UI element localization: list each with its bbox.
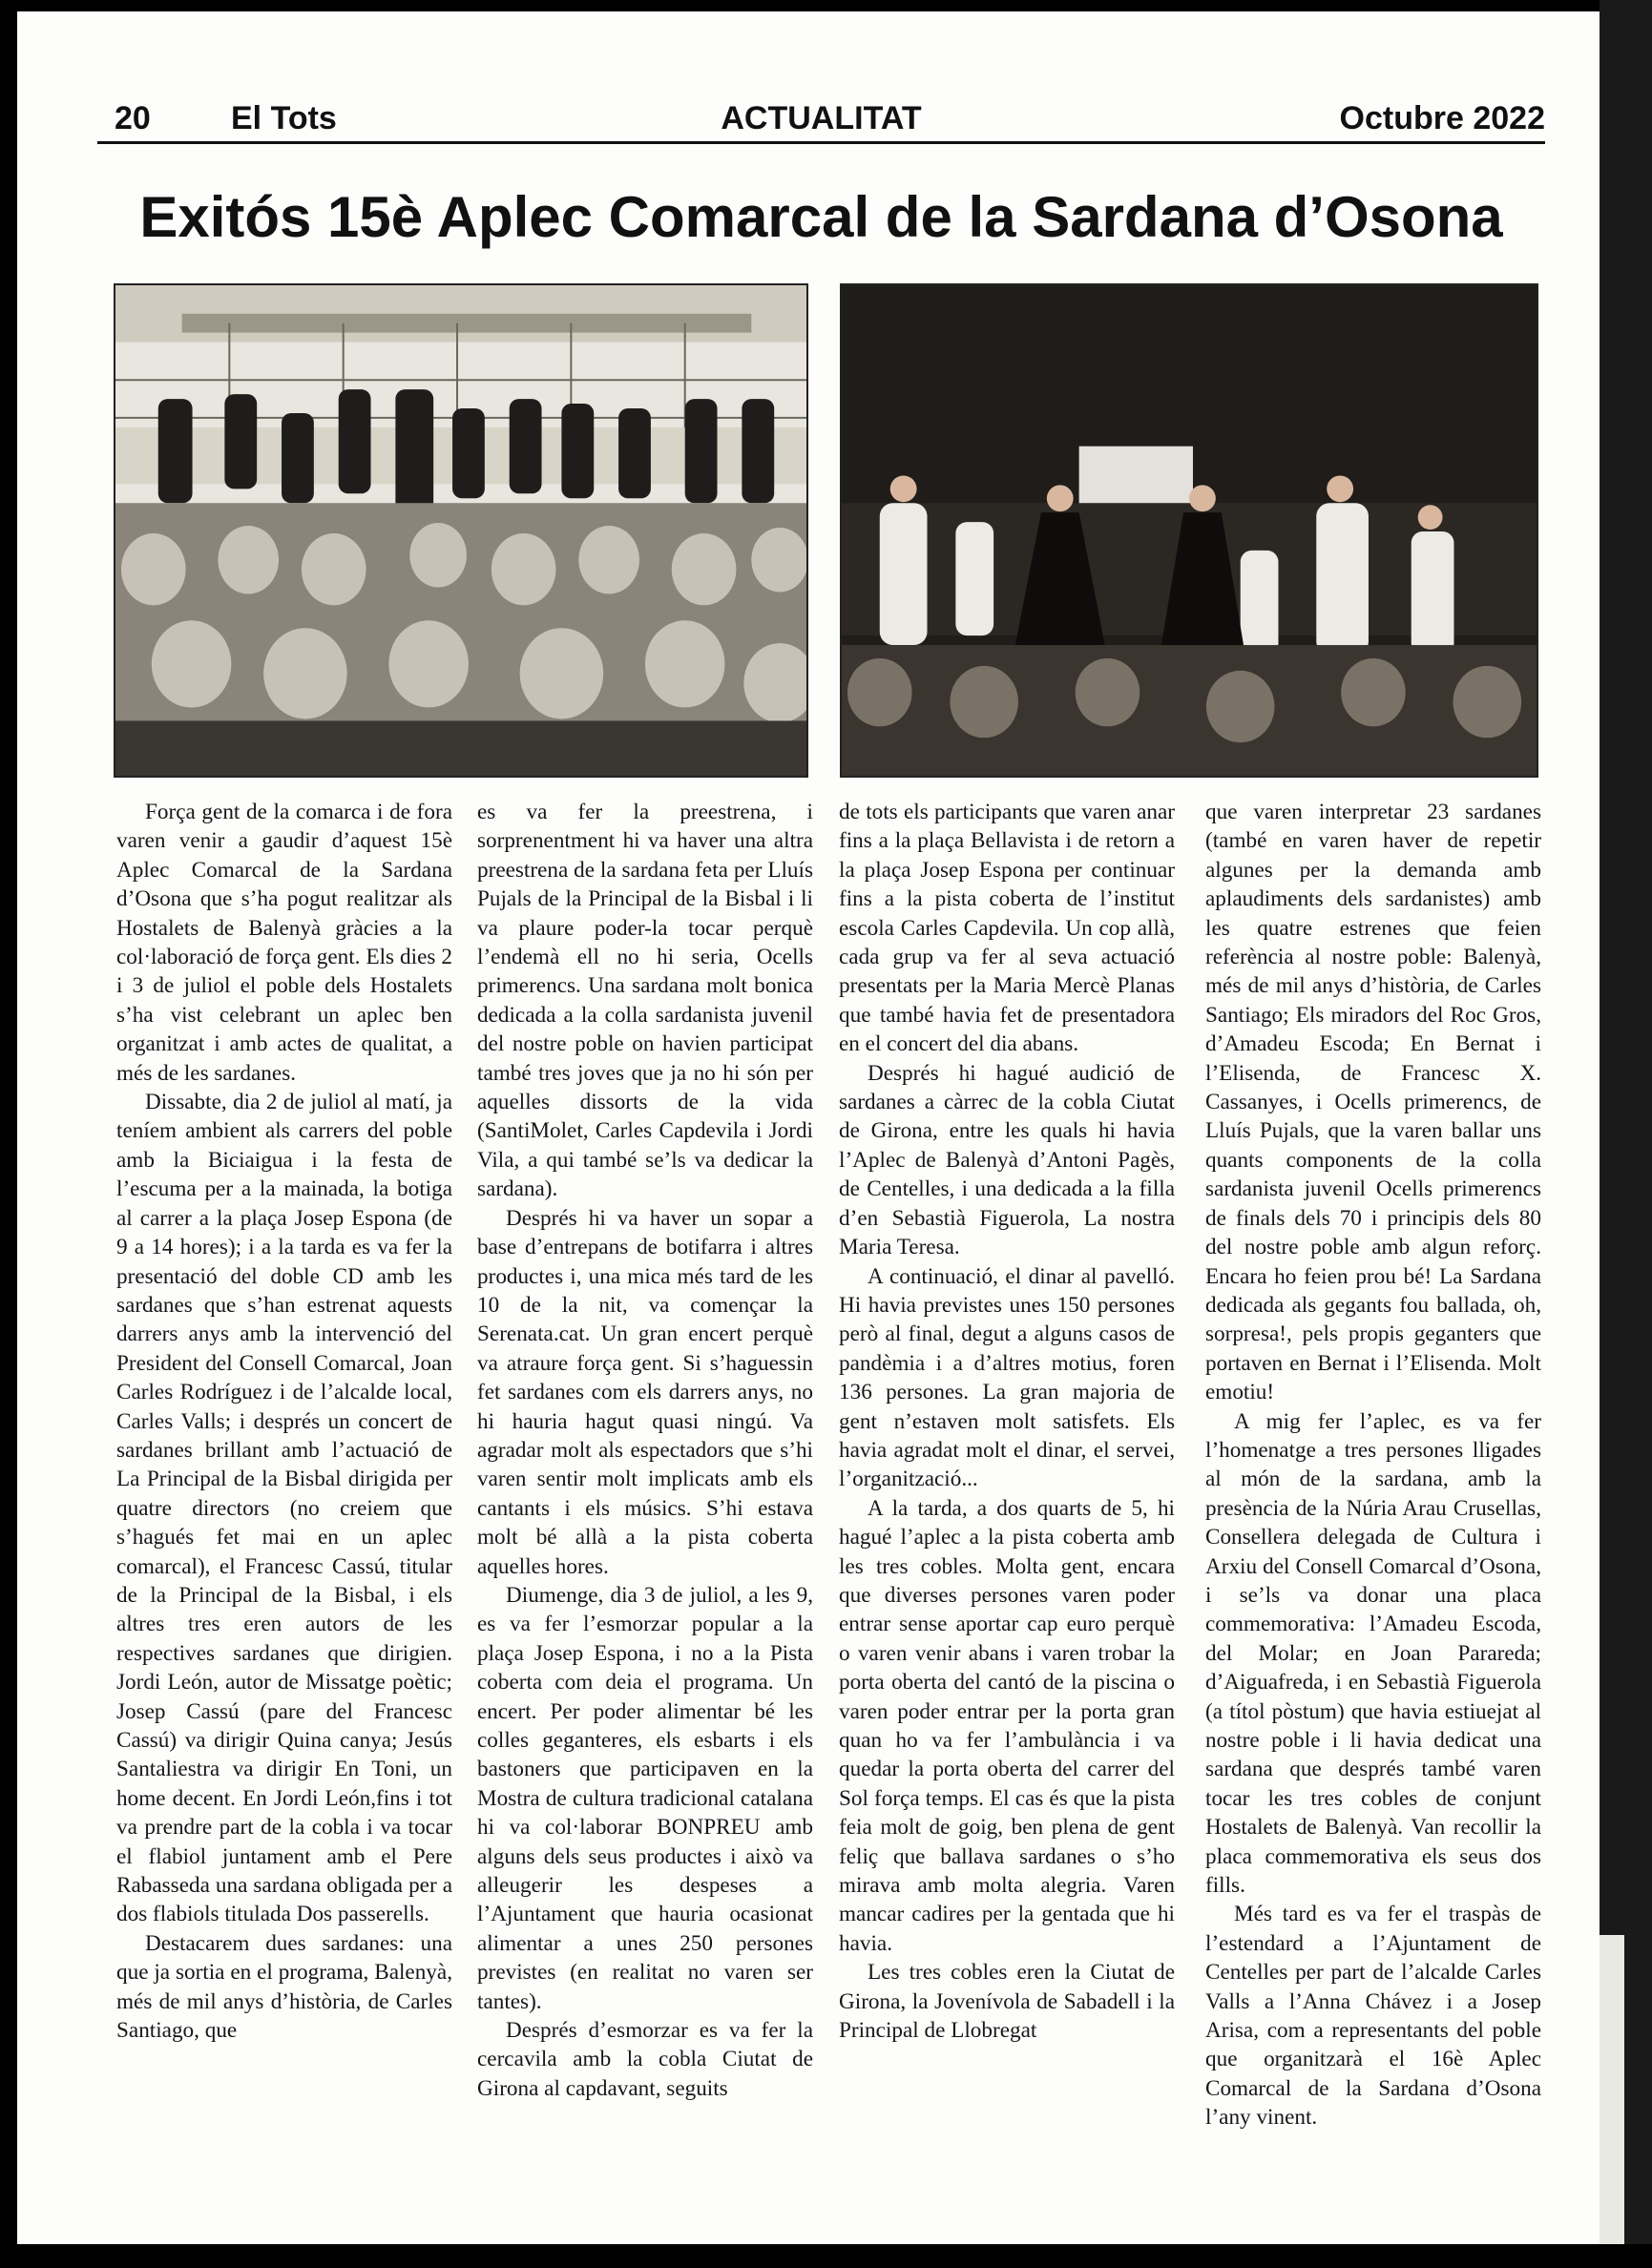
- paragraph: Força gent de la comarca i de fora varen venir a gaudir d’aquest 15è Aplec Comarcal de la Sardana d’Osona que s’ha pogut realitzar als Hostalets de Balenyà gràcies a la col·laboració de força gent. Els dies 2 i 3 de juliol el poble dels Hostalets s’ha vist celebrant un aplec ben organitzat i amb actes de qualitat, a més de les sardanes.: [116, 800, 452, 1086]
- scan-border-bottom: [0, 2244, 1652, 2268]
- paragraph: Dissabte, dia 2 de juliol al matí, ja teníem ambient als carrers del poble amb la Biciaigua i la festa de l’escuma per a la mainada, la botiga al carrer a la plaça Josep Espona (de 9 a 14 hores); i a la tarda es va fer la presentació del doble CD amb les sardanes que s’han estrenat aquests darrers anys amb la intervenció del President del Consell Comarcal, Joan Carles Rodríguez i de l’alcalde local, Carles Valls; i després un concert de sardanes brillant amb l’actuació de La Principal de la Bisbal dirigida per quatre directors (no creiem que s’hagués fet mai en un aplec comarcal), el Francesc Cassú, titular de la Principal de la Bisbal, i els altres tres eren autors de les respectives sardanes que dirigien. Jordi León, autor de Missatge poètic; Josep Cassú (pare del Francesc Cassú) va dirigir Quina canya; Jesús Santaliestra va dirigir En Toni, un home decent. En Jordi León,fins i tot va prendre part de la cobla i va tocar el flabiol juntament amb el Pere Rabasseda una sardana obligada per a dos flabiols titulada Dos passerells.: [116, 1090, 452, 1927]
- article-column-3: [839, 798, 1175, 2045]
- paragraph: A continuació, el dinar al pavelló. Hi havia previstes unes 150 persones però al final, degut a alguns casos de pandèmia i a d’altres motius, foren 136 persones. La gran majoria de gent n’estaven molt satisfets. Els havia agradat molt el dinar, el servei, l’organització...: [839, 1263, 1175, 1492]
- paragraph: Després hi hagué audició de sardanes a càrrec de la cobla Ciutat de Girona, entre les quals hi havia l’Aplec de Balenyà d’Antoni Pagès, de Centelles, i una dedicada a la filla d’en Sebastià Figuerola, La nostra Maria Teresa.: [839, 1060, 1175, 1260]
- paragraph: Les tres cobles eren la Ciutat de Girona, la Jovenívola de Sabadell i la Principal de Llobregat: [839, 1960, 1175, 2044]
- paragraph: de tots els participants que varen anar fins a la plaça Bellavista i de retorn a la plaça Josep Espona per continuar fins a la pista coberta de l’institut escola Carles Capdevila. Un cop allà, cada grup va fer al seva actuació presentats per la Maria Mercè Planas que també havia fet de presentadora en el concert del dia abans.: [839, 800, 1175, 1057]
- scan-border-right: [1600, 0, 1652, 2268]
- article-body: [116, 798, 1544, 2229]
- paragraph: A mig fer l’aplec, es va fer l’homenatge a tres persones lligades al món de la sardana, amb la presència de la Núria Arau Crusellas, Consellera delegada de Cultura i Arxiu del Consell Comarcal d’Osona, i se’ls va donar una placa commemorativa: l’Amadeu Escoda, del Molar; en Joan Parareda; d’Aiguafreda, i en Sebastià Figuerola (a títol pòstum) que havia estiuejat al nostre poble i li havia dedicat una sardana que després també varen tocar les tres cobles de conjunt Hostalets de Balenyà. Van recollir la placa commemorativa els seus dos fills.: [1205, 1408, 1541, 1899]
- paragraph: A la tarda, a dos quarts de 5, hi hagué l’aplec a la pista coberta amb les tres cobles. Molta gent, encara que diverses persones varen poder entrar sense aportar cap euro perquè o varen venir abans i varen trobar la porta oberta del cantó de la piscina o varen poder entrar per la porta gran quan ho va fer l’ambulància i va quedar la porta oberta del carrer del Sol força temps. El cas és que la pista feia molt de goig, ben plena de gent feliç que ballava sardanes o s’ho mirava amb molta alegria. Varen mancar cadires per la gentada que hi havia.: [839, 1495, 1175, 1956]
- publication-name: El Tots: [231, 100, 337, 136]
- singers-stage-photo: [840, 283, 1538, 778]
- page-number: 20: [115, 100, 151, 136]
- header-rule: [97, 141, 1545, 144]
- concert-band-photo: [114, 283, 808, 778]
- article-column-1: [116, 798, 452, 2045]
- paragraph: es va fer la preestrena, i sorprenentment hi va haver una altra preestrena de la sardana feta per Lluís Pujals de la Principal de la Bisbal i li va plaure poder-la tocar perquè l’endemà ell no hi seria, Ocells primerencs. Una sardana molt bonica dedicada a la colla sardanista juvenil del nostre poble on havien participat també tres joves que ja no hi són per aquelles dissorts de la vida (SantiMolet, Carles Capdevila i Jordi Vila, a qui també se’ls va dedicar la sardana).: [477, 800, 813, 1202]
- article-column-2: [477, 798, 813, 2103]
- article-column-4: [1205, 798, 1541, 2133]
- scan-paper-edge: [1600, 1935, 1624, 2268]
- newspaper-page: [17, 11, 1600, 2244]
- page-header: [97, 91, 1545, 146]
- section-name: ACTUALITAT: [721, 100, 922, 136]
- paragraph: que varen interpretar 23 sardanes (també en varen haver de repetir algunes per la demanda amb aplaudiments dels sardanistes) amb les quatre estrenes que feien referència al nostre poble: Balenyà, més de mil anys d’història, de Carles Santiago; Els miradors del Roc Gros, d’Amadeu Escoda; En Bernat i l’Elisenda, de Francesc X. Cassanyes, i Ocells primerencs, de Lluís Pujals, que la varen ballar uns quants components de la colla sardanista juvenil Ocells primerencs de finals dels 70 i principis dels 80 del nostre poble amb algun reforç. Encara ho feien prou bé! La Sardana dedicada als gegants fou ballada, oh, sorpresa!, pels propis geganters que portaven en Bernat i l’Elisenda. Molt emotiu!: [1205, 800, 1541, 1405]
- paragraph: Després d’esmorzar es va fer la cercavila amb la cobla Ciutat de Girona al capdavant, seguits: [477, 2018, 813, 2101]
- issue-date: Octubre 2022: [1339, 100, 1545, 136]
- paragraph: Diumenge, dia 3 de juliol, a les 9, es va fer l’esmorzar popular a la plaça Josep Espona, i no a la Pista coberta com deia el programa. Un encert. Per poder alimentar bé les colles geganteres, els esbarts i els bastoners que participaven en la Mostra de cultura tradicional catalana hi va col·laborar BONPREU amb alguns dels seus productes i això va alleugerir les despeses a l’Ajuntament que hauria ocasionat alimentar a unes 250 persones previstes (en realitat no varen ser tantes).: [477, 1582, 813, 2014]
- article-title: Exitós 15è Aplec Comarcal de la Sardana d’Osona: [139, 185, 1503, 249]
- paragraph: Més tard es va fer el traspàs de l’estendard a l’Ajuntament de Centelles per part de l’alcalde Carles Valls a l’Anna Chávez i a Josep Arisa, com a representants del poble que organitzarà el 16è Aplec Comarcal de la Sardana d’Osona l’any vinent.: [1205, 1902, 1541, 2131]
- paragraph: Després hi va haver un sopar a base d’entrepans de botifarra i altres productes i, una mica més tard de les 10 de la nit, va començar la Serenata.cat. Un gran encert perquè va atraure força gent. Si s’haguessin fet sardanes com els darrers anys, no hi hauria hagut quasi ningú. Va agradar molt als espectadors que s’hi varen sentir molt implicats amb els cantants i els músics. S’hi estava molt bé allà a la pista coberta aquelles hores.: [477, 1205, 813, 1579]
- paragraph: Destacarem dues sardanes: una que ja sortia en el programa, Balenyà, més de mil anys d’història, de Carles Santiago, que: [116, 1930, 452, 2044]
